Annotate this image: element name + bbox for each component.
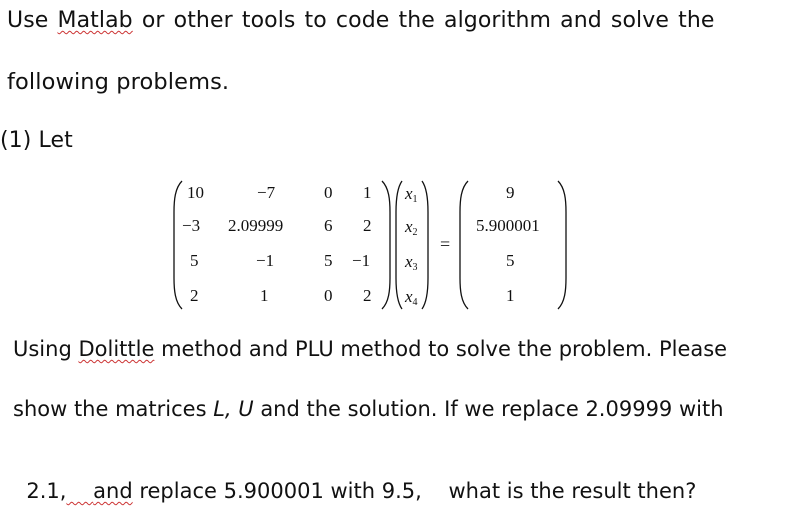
matrix-cell: −7 [257,183,276,202]
matrix-U-label: U [238,397,254,421]
rhs-entry: 9 [506,183,515,202]
rhs-entry: 1 [506,286,515,305]
vector-x-right-paren [420,180,430,310]
vector-x-left-paren [394,180,404,310]
matrix-cell: 6 [324,216,333,235]
vector-b-left-paren [458,180,470,310]
vector-x-entry: $x_3$ [405,252,418,273]
matrix-cell: −3 [182,216,201,235]
matrix-cell: 2 [363,286,372,305]
vector-x-entry: $x_4$ [405,287,418,308]
matrix-cell: 2.09999 [228,216,284,235]
matrix-right-paren [380,180,392,310]
intro-line-2: following problems. [7,69,230,95]
matrix-cell: 5 [324,251,333,270]
matrix-cell: 2 [190,286,199,305]
matrix-cell: 1 [363,183,372,202]
matrix-L-label: L, [213,397,232,421]
intro-text-a: Use [7,8,58,33]
rhs-entry: 5 [506,251,515,270]
vector-b-right-paren [556,180,568,310]
equals-sign: = [440,234,451,254]
matrix-cell: 0 [324,183,333,202]
matrix-cell: −1 [256,251,275,270]
vector-x-entry: $x_2$ [405,217,418,238]
intro-text-b: or other tools to code the algorithm and solve the [132,8,715,33]
matrix-equation [172,176,572,314]
vector-x-entry: $x_1$ [405,184,418,205]
matrix-cell: 0 [324,286,333,305]
matrix-cell: 2 [363,216,372,235]
intro-line-1 [7,8,715,33]
matrix-cell: 5 [190,251,199,270]
body-line-3: 2.1, and replace 5.900001 with 9.5, what is the result then? [26,479,697,503]
matrix-cell: −1 [352,251,371,270]
and-word: and [93,479,133,503]
dolittle-word: Dolittle [78,337,155,361]
matrix-cell: 1 [260,286,269,305]
body-line-2: show the matrices L, U and the solution. If we replace 2.09999 with [13,397,724,421]
rhs-entry: 5.900001 [476,216,540,235]
body-line-1: Using Dolittle method and PLU method to solve the problem. Please [13,337,728,361]
problem-label: (1) Let [0,128,73,153]
matrix-left-paren [172,180,184,310]
matlab-word: Matlab [57,8,133,33]
matrix-cell: 10 [187,183,204,202]
